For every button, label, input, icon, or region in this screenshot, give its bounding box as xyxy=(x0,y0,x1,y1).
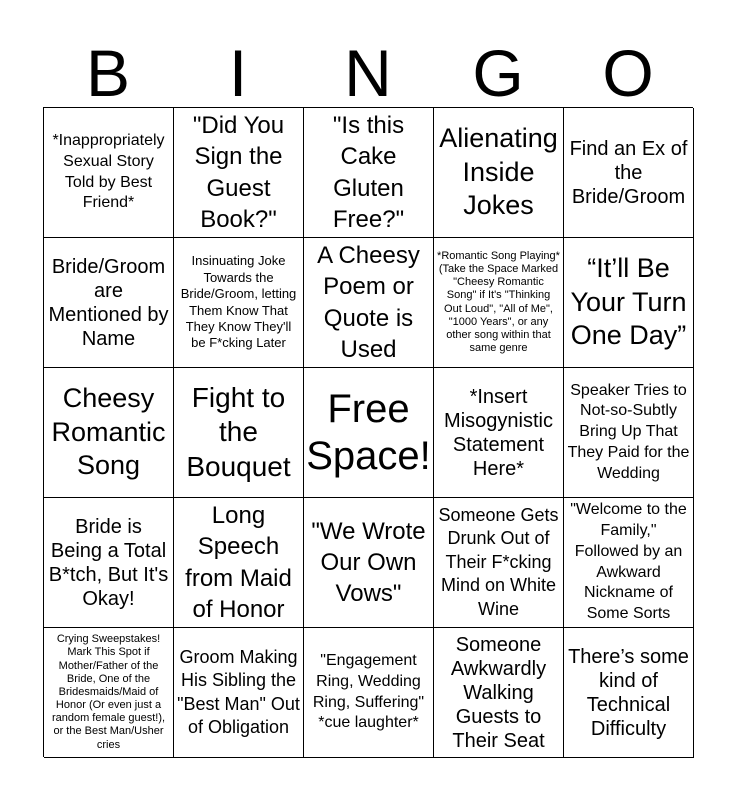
bingo-cell-r5c2[interactable] xyxy=(174,628,304,758)
bingo-cell-r5c4[interactable] xyxy=(434,628,564,758)
cell-text: Fight to the Bouquet xyxy=(186,382,291,482)
cell-text: Alienating Inside Jokes xyxy=(439,122,558,221)
bingo-cell-r1c5[interactable] xyxy=(564,108,694,238)
header-letter-b: B xyxy=(85,36,131,110)
cell-text: Insinuating Joke Towards the Bride/Groom, letting Them Know That They Know They'll be F*cking Later xyxy=(180,253,297,351)
bingo-cell-r5c1[interactable] xyxy=(44,628,174,758)
bingo-cell-r4c5[interactable] xyxy=(564,498,694,628)
cell-text: Bride/Groom are Mentioned by Name xyxy=(48,255,169,350)
cell-text: "Welcome to the Family," Followed by an Awkward Nickname of Some Sorts xyxy=(570,501,687,623)
bingo-cell-r4c2[interactable] xyxy=(174,498,304,628)
bingo-cell-r1c1[interactable] xyxy=(44,108,174,238)
bingo-grid xyxy=(43,107,693,757)
cell-text: There’s some kind of Technical Difficulty xyxy=(568,645,689,740)
cell-text: Speaker Tries to Not-so-Subtly Bring Up That They Paid for the Wedding xyxy=(567,381,690,482)
cell-text: "Did You Sign the Guest Book?" xyxy=(192,112,285,233)
bingo-cell-r5c5[interactable] xyxy=(564,628,694,758)
bingo-cell-r2c2[interactable] xyxy=(174,238,304,368)
bingo-cell-r1c2[interactable] xyxy=(174,108,304,238)
cell-text: Long Speech from Maid of Honor xyxy=(185,502,292,623)
bingo-cell-r5c3[interactable] xyxy=(304,628,434,758)
bingo-cell-r4c4[interactable] xyxy=(434,498,564,628)
cell-text: "Is this Cake Gluten Free?" xyxy=(332,112,405,233)
bingo-cell-r3c1[interactable] xyxy=(44,368,174,498)
cell-text: Someone Awkwardly Walking Guests to Their Seat xyxy=(450,633,547,752)
bingo-header xyxy=(43,36,693,110)
bingo-cell-r1c4[interactable] xyxy=(434,108,564,238)
cell-text: *Insert Misogynistic Statement Here* xyxy=(444,385,553,480)
cell-text: A Cheesy Poem or Quote is Used xyxy=(317,242,420,363)
cell-text: Find an Ex of the Bride/Groom xyxy=(569,137,688,208)
bingo-cell-r3c4[interactable] xyxy=(434,368,564,498)
bingo-cell-r2c1[interactable] xyxy=(44,238,174,368)
cell-text: Someone Gets Drunk Out of Their F*cking Mind on White Wine xyxy=(438,505,559,619)
header-letter-g: G xyxy=(472,36,524,110)
bingo-cell-r3c2[interactable] xyxy=(174,368,304,498)
bingo-cell-r4c3[interactable] xyxy=(304,498,434,628)
cell-text: *Romantic Song Playing* (Take the Space Marked "Cheesy Romantic Song" if It's "Thinking Out Loud", "All of Me", "1000 Years", or any other song within that same genre xyxy=(437,249,560,355)
header-letter-n: N xyxy=(344,36,392,110)
bingo-cell-r2c3[interactable] xyxy=(304,238,434,368)
bingo-cell-r1c3[interactable] xyxy=(304,108,434,238)
bingo-cell-r2c5[interactable] xyxy=(564,238,694,368)
bingo-cell-r3c5[interactable] xyxy=(564,368,694,498)
bingo-cell-r4c1[interactable] xyxy=(44,498,174,628)
bingo-cell-r3c3[interactable] xyxy=(304,368,434,498)
cell-text: Cheesy Romantic Song xyxy=(51,382,166,481)
bingo-cell-r2c4[interactable] xyxy=(434,238,564,368)
cell-text: Crying Sweepstakes! Mark This Spot if Mother/Father of the Bride, One of the Bridesmaids/Maid of Honor (Or even just a random female guest!), or the Best Man/Usher cries xyxy=(51,633,166,751)
cell-text: "Engagement Ring, Wedding Ring, Suffering" *cue laughter* xyxy=(312,651,425,732)
cell-text: "We Wrote Our Own Vows" xyxy=(311,517,426,608)
cell-text: Groom Making His Sibling the "Best Man" Out of Obligation xyxy=(177,646,300,737)
header-letter-i: I xyxy=(228,36,248,110)
cell-text: *Inappropriately Sexual Story Told by Best Friend* xyxy=(52,131,165,212)
header-letter-o: O xyxy=(602,36,654,110)
free-space: Free Space! xyxy=(306,387,431,478)
cell-text: “It’ll Be Your Turn One Day” xyxy=(570,252,687,351)
cell-text: Bride is Being a Total B*tch, But It's Okay! xyxy=(48,515,169,610)
